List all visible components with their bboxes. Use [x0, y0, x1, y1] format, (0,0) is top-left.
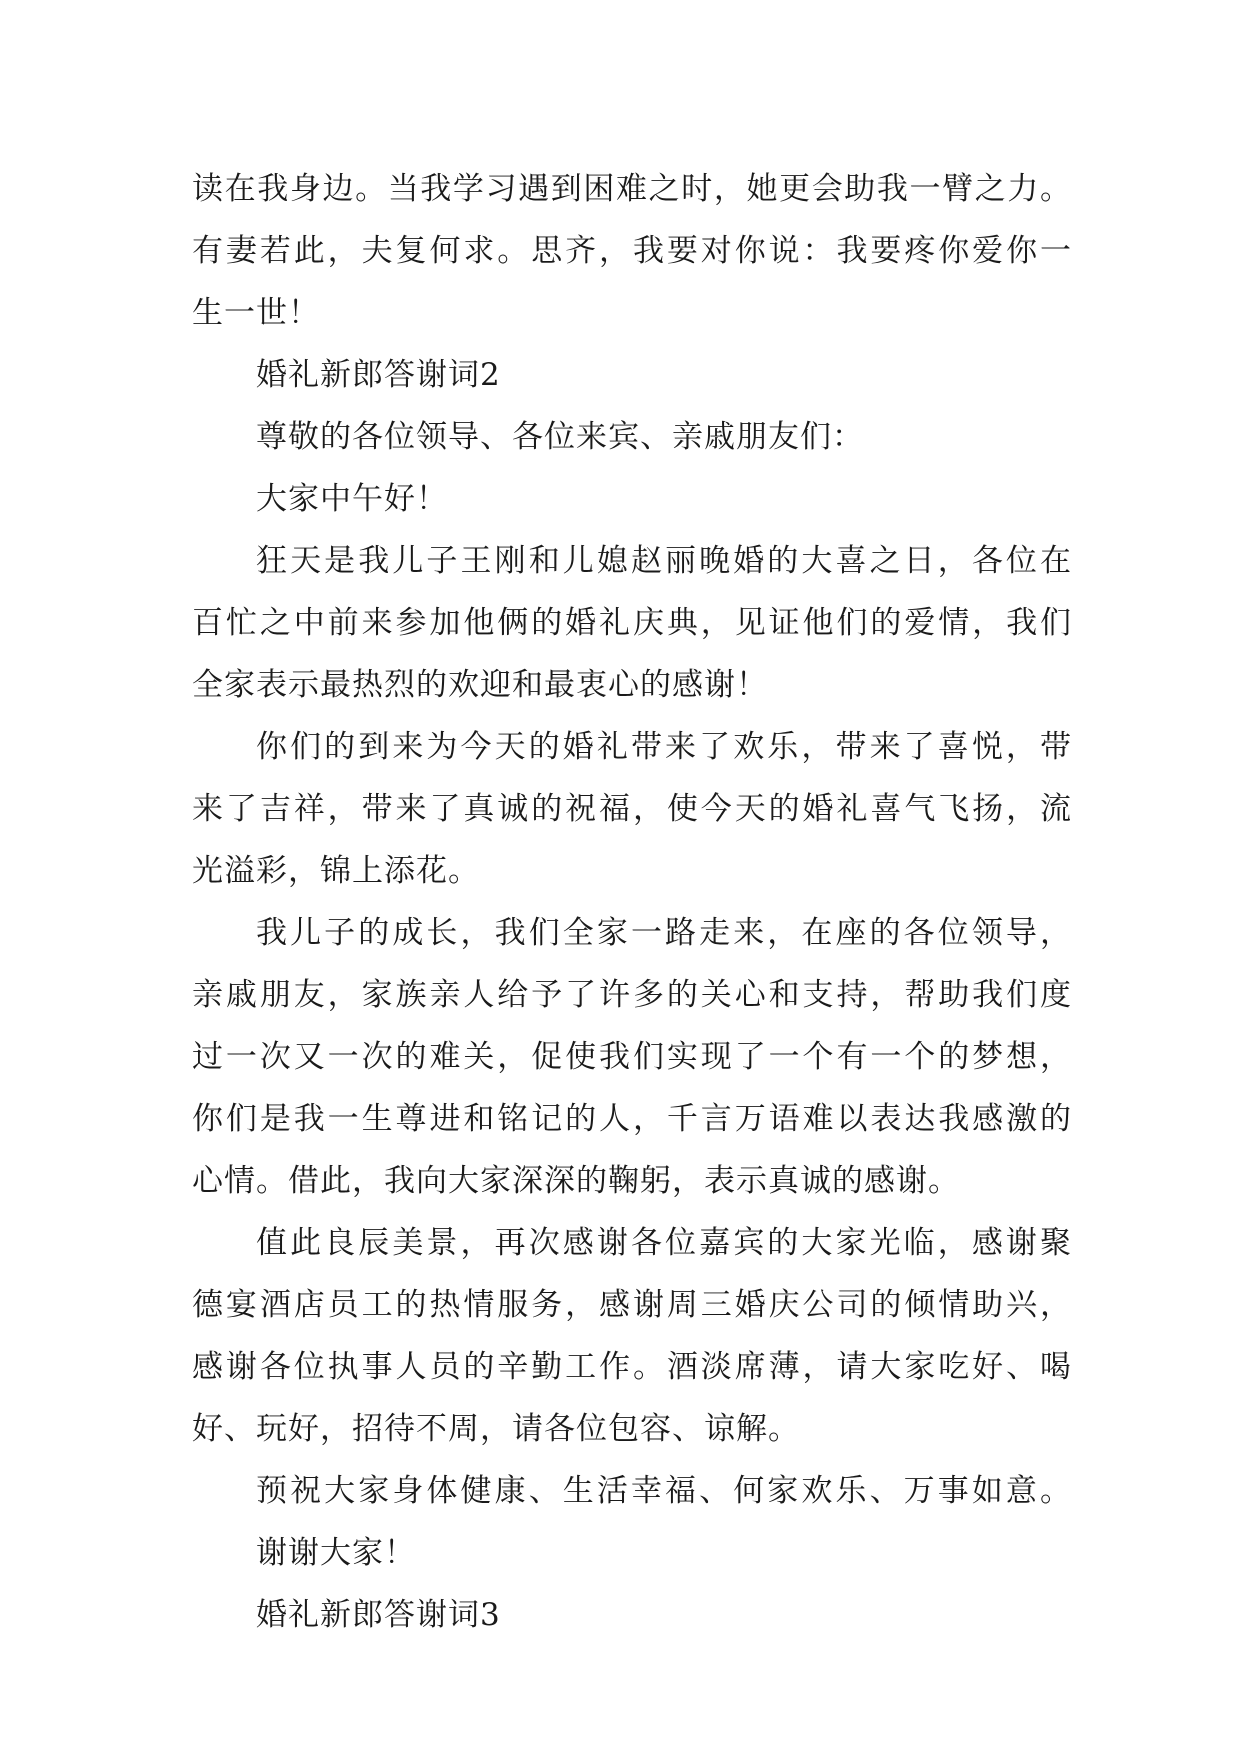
text-line: 亲戚朋友，家族亲人给予了许多的关心和支持，帮助我们度: [192, 977, 1072, 1013]
text-line: 感谢各位执事人员的辛勤工作。酒淡席薄，请大家吃好、喝: [192, 1349, 1072, 1385]
text-line: 生一世！: [192, 295, 320, 331]
text-line: 有妻若此，夫复何求。思齐，我要对你说：我要疼你爱你一: [192, 233, 1072, 269]
text-line: 你们是我一生尊进和铭记的人，千言万语难以表达我感激的: [192, 1101, 1072, 1137]
text-line: 值此良辰美景，再次感谢各位嘉宾的大家光临，感谢聚: [256, 1225, 1072, 1261]
text-line: 来了吉祥，带来了真诚的祝福，使今天的婚礼喜气飞扬，流: [192, 791, 1072, 827]
salutation: 尊敬的各位领导、各位来宾、亲戚朋友们：: [256, 419, 864, 455]
document-body: [192, 158, 1072, 1646]
text-line: 狂天是我儿子王刚和儿媳赵丽晚婚的大喜之日，各位在: [256, 543, 1072, 579]
text-line: 预祝大家身体健康、生活幸福、何家欢乐、万事如意。: [256, 1473, 1072, 1509]
text-line: 心情。借此，我向大家深深的鞠躬，表示真诚的感谢。: [192, 1163, 960, 1199]
text-line: 读在我身边。当我学习遇到困难之时，她更会助我一臂之力。: [192, 171, 1072, 207]
section-heading: 婚礼新郎答谢词2: [256, 357, 501, 393]
text-line: 全家表示最热烈的欢迎和最衷心的感谢！: [192, 667, 768, 703]
greeting: 大家中午好！: [256, 481, 448, 517]
text-line: 好、玩好，招待不周，请各位包容、谅解。: [192, 1411, 800, 1447]
text-line: 过一次又一次的难关，促使我们实现了一个有一个的梦想，: [192, 1039, 1072, 1075]
section-heading: 婚礼新郎答谢词3: [256, 1597, 501, 1633]
text-line: 德宴酒店员工的热情服务，感谢周三婚庆公司的倾情助兴，: [192, 1287, 1072, 1323]
closing-line: 谢谢大家！: [256, 1535, 416, 1571]
text-line: 光溢彩，锦上添花。: [192, 853, 480, 889]
text-line: 百忙之中前来参加他俩的婚礼庆典，见证他们的爱情，我们: [192, 605, 1072, 641]
text-line: 我儿子的成长，我们全家一路走来，在座的各位领导，: [256, 915, 1072, 951]
text-line: 你们的到来为今天的婚礼带来了欢乐，带来了喜悦，带: [256, 729, 1072, 765]
